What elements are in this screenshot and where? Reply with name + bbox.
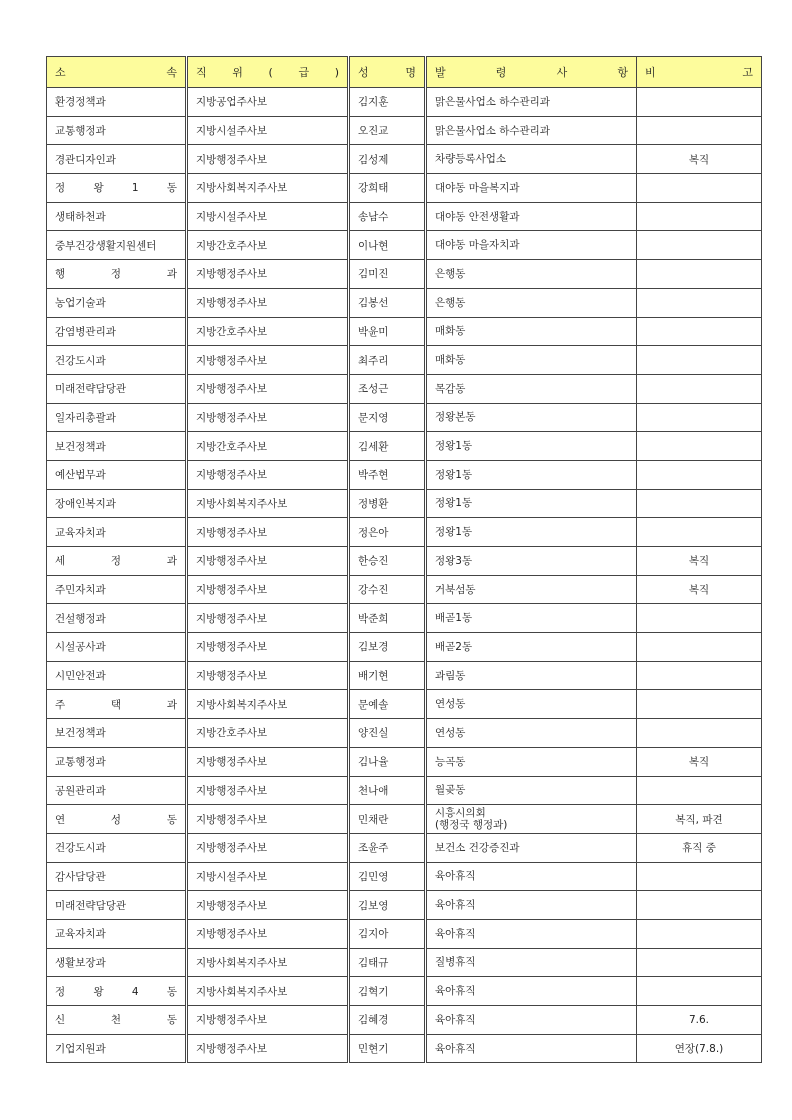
position-cell: 지방시설주사보 [187,862,349,891]
name-cell: 박준희 [349,604,426,633]
note-cell [637,202,762,231]
table-row [47,518,762,547]
table-row [47,747,762,776]
position-cell: 지방행정주사보 [187,288,349,317]
table-row [47,977,762,1006]
table-row [47,833,762,862]
position-cell: 지방시설주사보 [187,202,349,231]
position-cell: 지방사회복지주사보 [187,948,349,977]
position-cell: 지방행정주사보 [187,374,349,403]
position-cell: 지방행정주사보 [187,460,349,489]
position-cell: 지방사회복지주사보 [187,690,349,719]
name-cell: 민채란 [349,805,426,834]
position-cell: 지방사회복지주사보 [187,174,349,203]
table-row [47,202,762,231]
action-cell: 맑은물사업소 하수관리과 [426,88,637,117]
action-cell: 배곧2동 [426,633,637,662]
note-cell [637,374,762,403]
table-row [47,288,762,317]
name-cell: 조윤주 [349,833,426,862]
note-cell [637,231,762,260]
dept-cell: 미래전략담당관 [47,374,187,403]
note-cell [637,288,762,317]
note-cell [637,489,762,518]
action-cell: 육아휴직 [426,891,637,920]
position-cell: 지방행정주사보 [187,145,349,174]
name-cell: 김태규 [349,948,426,977]
dept-cell: 감염병관리과 [47,317,187,346]
action-cell: 육아휴직 [426,862,637,891]
name-cell: 양진실 [349,719,426,748]
position-cell: 지방행정주사보 [187,518,349,547]
dept-cell: 장애인복지과 [47,489,187,518]
note-cell [637,317,762,346]
dept-cell: 주 택 과 [47,690,187,719]
note-cell [637,690,762,719]
action-cell: 과림동 [426,661,637,690]
name-cell: 송남수 [349,202,426,231]
note-cell [637,919,762,948]
action-cell: 연성동 [426,719,637,748]
note-cell [637,116,762,145]
dept-cell: 교육자치과 [47,518,187,547]
name-cell: 김성제 [349,145,426,174]
action-cell: 대야동 안전생활과 [426,202,637,231]
action-cell: 거북섬동 [426,575,637,604]
position-cell: 지방공업주사보 [187,88,349,117]
action-cell: 육아휴직 [426,977,637,1006]
name-cell: 정병환 [349,489,426,518]
name-cell: 문예솔 [349,690,426,719]
table-row [47,1034,762,1063]
table-row [47,805,762,834]
position-cell: 지방간호주사보 [187,317,349,346]
header-name: 성 명 [349,57,426,88]
dept-cell: 미래전략담당관 [47,891,187,920]
action-cell: 정왕1동 [426,489,637,518]
note-cell [637,403,762,432]
name-cell: 김미진 [349,260,426,289]
dept-cell: 연 성 동 [47,805,187,834]
action-cell: 차량등록사업소 [426,145,637,174]
action-cell: 대야동 마을복지과 [426,174,637,203]
name-cell: 최주리 [349,346,426,375]
name-cell: 배기현 [349,661,426,690]
position-cell: 지방행정주사보 [187,661,349,690]
dept-cell: 공원관리과 [47,776,187,805]
table-row [47,260,762,289]
name-cell: 문지영 [349,403,426,432]
table-row [47,547,762,576]
position-cell: 지방간호주사보 [187,231,349,260]
position-cell: 지방행정주사보 [187,346,349,375]
action-cell: 능곡동 [426,747,637,776]
note-cell [637,633,762,662]
note-cell [637,518,762,547]
name-cell: 김혜경 [349,1006,426,1035]
position-cell: 지방행정주사보 [187,575,349,604]
note-cell [637,948,762,977]
dept-cell: 건강도시과 [47,346,187,375]
name-cell: 김보경 [349,633,426,662]
header-note: 비 고 [637,57,762,88]
action-line: (행정국 행정과) [435,819,508,832]
name-cell: 정은아 [349,518,426,547]
position-cell: 지방행정주사보 [187,1006,349,1035]
name-cell: 박윤미 [349,317,426,346]
action-cell: 배곧1동 [426,604,637,633]
note-cell: 휴직 중 [637,833,762,862]
position-cell: 지방행정주사보 [187,403,349,432]
dept-cell: 시민안전과 [47,661,187,690]
note-cell: 복직 [637,747,762,776]
table-row [47,231,762,260]
position-cell: 지방행정주사보 [187,260,349,289]
note-cell [637,891,762,920]
table-row [47,919,762,948]
dept-cell: 건강도시과 [47,833,187,862]
action-cell: 정왕1동 [426,518,637,547]
note-cell [637,604,762,633]
name-cell: 김민영 [349,862,426,891]
position-cell: 지방행정주사보 [187,604,349,633]
action-cell: 목감동 [426,374,637,403]
note-cell: 복직, 파견 [637,805,762,834]
name-cell: 천나애 [349,776,426,805]
action-cell: 보건소 건강증진과 [426,833,637,862]
dept-cell: 감사담당관 [47,862,187,891]
dept-cell: 예산법무과 [47,460,187,489]
name-cell: 한승진 [349,547,426,576]
action-cell: 매화동 [426,317,637,346]
action-cell: 정왕본동 [426,403,637,432]
action-cell [426,805,637,834]
dept-cell: 환경정책과 [47,88,187,117]
note-cell [637,776,762,805]
table-body [47,88,762,1063]
table-row [47,575,762,604]
action-line: 시흥시의회 [435,807,486,820]
note-cell [637,862,762,891]
name-cell: 민현기 [349,1034,426,1063]
note-cell [637,432,762,461]
note-cell: 복직 [637,575,762,604]
table-row [47,317,762,346]
action-cell: 은행동 [426,260,637,289]
action-cell: 월곶동 [426,776,637,805]
dept-cell: 경관디자인과 [47,145,187,174]
header-position: 직 위 ( 급 ) [187,57,349,88]
action-cell: 매화동 [426,346,637,375]
name-cell: 강수진 [349,575,426,604]
table-row [47,633,762,662]
table-row [47,489,762,518]
name-cell: 김세환 [349,432,426,461]
note-cell: 복직 [637,547,762,576]
dept-cell: 교통행정과 [47,116,187,145]
note-cell [637,719,762,748]
position-cell: 지방사회복지주사보 [187,489,349,518]
dept-cell: 기업지원과 [47,1034,187,1063]
dept-cell: 건설행정과 [47,604,187,633]
table-row [47,346,762,375]
table-row [47,145,762,174]
name-cell: 김봉선 [349,288,426,317]
dept-cell: 생태하천과 [47,202,187,231]
position-cell: 지방시설주사보 [187,116,349,145]
dept-cell: 교육자치과 [47,919,187,948]
note-cell [637,346,762,375]
name-cell: 김나율 [349,747,426,776]
action-cell: 육아휴직 [426,1006,637,1035]
dept-cell: 일자리총괄과 [47,403,187,432]
dept-cell: 시설공사과 [47,633,187,662]
note-cell: 복직 [637,145,762,174]
position-cell: 지방행정주사보 [187,547,349,576]
name-cell: 오진교 [349,116,426,145]
table-row [47,604,762,633]
position-cell: 지방행정주사보 [187,776,349,805]
table-row [47,1006,762,1035]
header-action: 발 령 사 항 [426,57,637,88]
note-cell: 연장(7.8.) [637,1034,762,1063]
header-dept: 소 속 [47,57,187,88]
dept-cell: 보건정책과 [47,432,187,461]
name-cell: 김지아 [349,919,426,948]
table-row [47,948,762,977]
position-cell: 지방행정주사보 [187,633,349,662]
table-row [47,719,762,748]
dept-cell: 신 천 동 [47,1006,187,1035]
action-cell: 맑은물사업소 하수관리과 [426,116,637,145]
note-cell [637,977,762,1006]
action-cell: 육아휴직 [426,919,637,948]
personnel-table [46,56,762,1063]
dept-cell: 교통행정과 [47,747,187,776]
name-cell: 이나현 [349,231,426,260]
dept-cell: 주민자치과 [47,575,187,604]
position-cell: 지방사회복지주사보 [187,977,349,1006]
dept-cell: 세 정 과 [47,547,187,576]
table-row [47,374,762,403]
table-row [47,174,762,203]
name-cell: 김보영 [349,891,426,920]
action-cell: 육아휴직 [426,1034,637,1063]
table-row [47,432,762,461]
dept-cell: 생활보장과 [47,948,187,977]
action-cell: 정왕1동 [426,432,637,461]
position-cell: 지방행정주사보 [187,1034,349,1063]
table-row [47,862,762,891]
position-cell: 지방행정주사보 [187,805,349,834]
table-row [47,661,762,690]
note-cell: 7.6. [637,1006,762,1035]
table-row [47,690,762,719]
note-cell [637,260,762,289]
table-row [47,403,762,432]
position-cell: 지방행정주사보 [187,747,349,776]
position-cell: 지방간호주사보 [187,719,349,748]
table-row [47,88,762,117]
position-cell: 지방행정주사보 [187,919,349,948]
dept-cell: 중부건강생활지원센터 [47,231,187,260]
dept-cell: 정 왕 4 동 [47,977,187,1006]
name-cell: 박주현 [349,460,426,489]
name-cell: 강희태 [349,174,426,203]
name-cell: 김혁기 [349,977,426,1006]
name-cell: 조성근 [349,374,426,403]
action-cell: 정왕1동 [426,460,637,489]
header-row [47,57,762,88]
dept-cell: 정 왕 1 동 [47,174,187,203]
note-cell [637,88,762,117]
table-row [47,776,762,805]
position-cell: 지방간호주사보 [187,432,349,461]
action-cell: 대야동 마을자치과 [426,231,637,260]
table-row [47,891,762,920]
dept-cell: 보건정책과 [47,719,187,748]
dept-cell: 농업기술과 [47,288,187,317]
dept-cell: 행 정 과 [47,260,187,289]
table-row [47,460,762,489]
note-cell [637,174,762,203]
action-cell: 질병휴직 [426,948,637,977]
note-cell [637,661,762,690]
action-cell: 은행동 [426,288,637,317]
table-row [47,116,762,145]
action-cell: 연성동 [426,690,637,719]
name-cell: 김지훈 [349,88,426,117]
position-cell: 지방행정주사보 [187,891,349,920]
note-cell [637,460,762,489]
position-cell: 지방행정주사보 [187,833,349,862]
action-cell: 정왕3동 [426,547,637,576]
